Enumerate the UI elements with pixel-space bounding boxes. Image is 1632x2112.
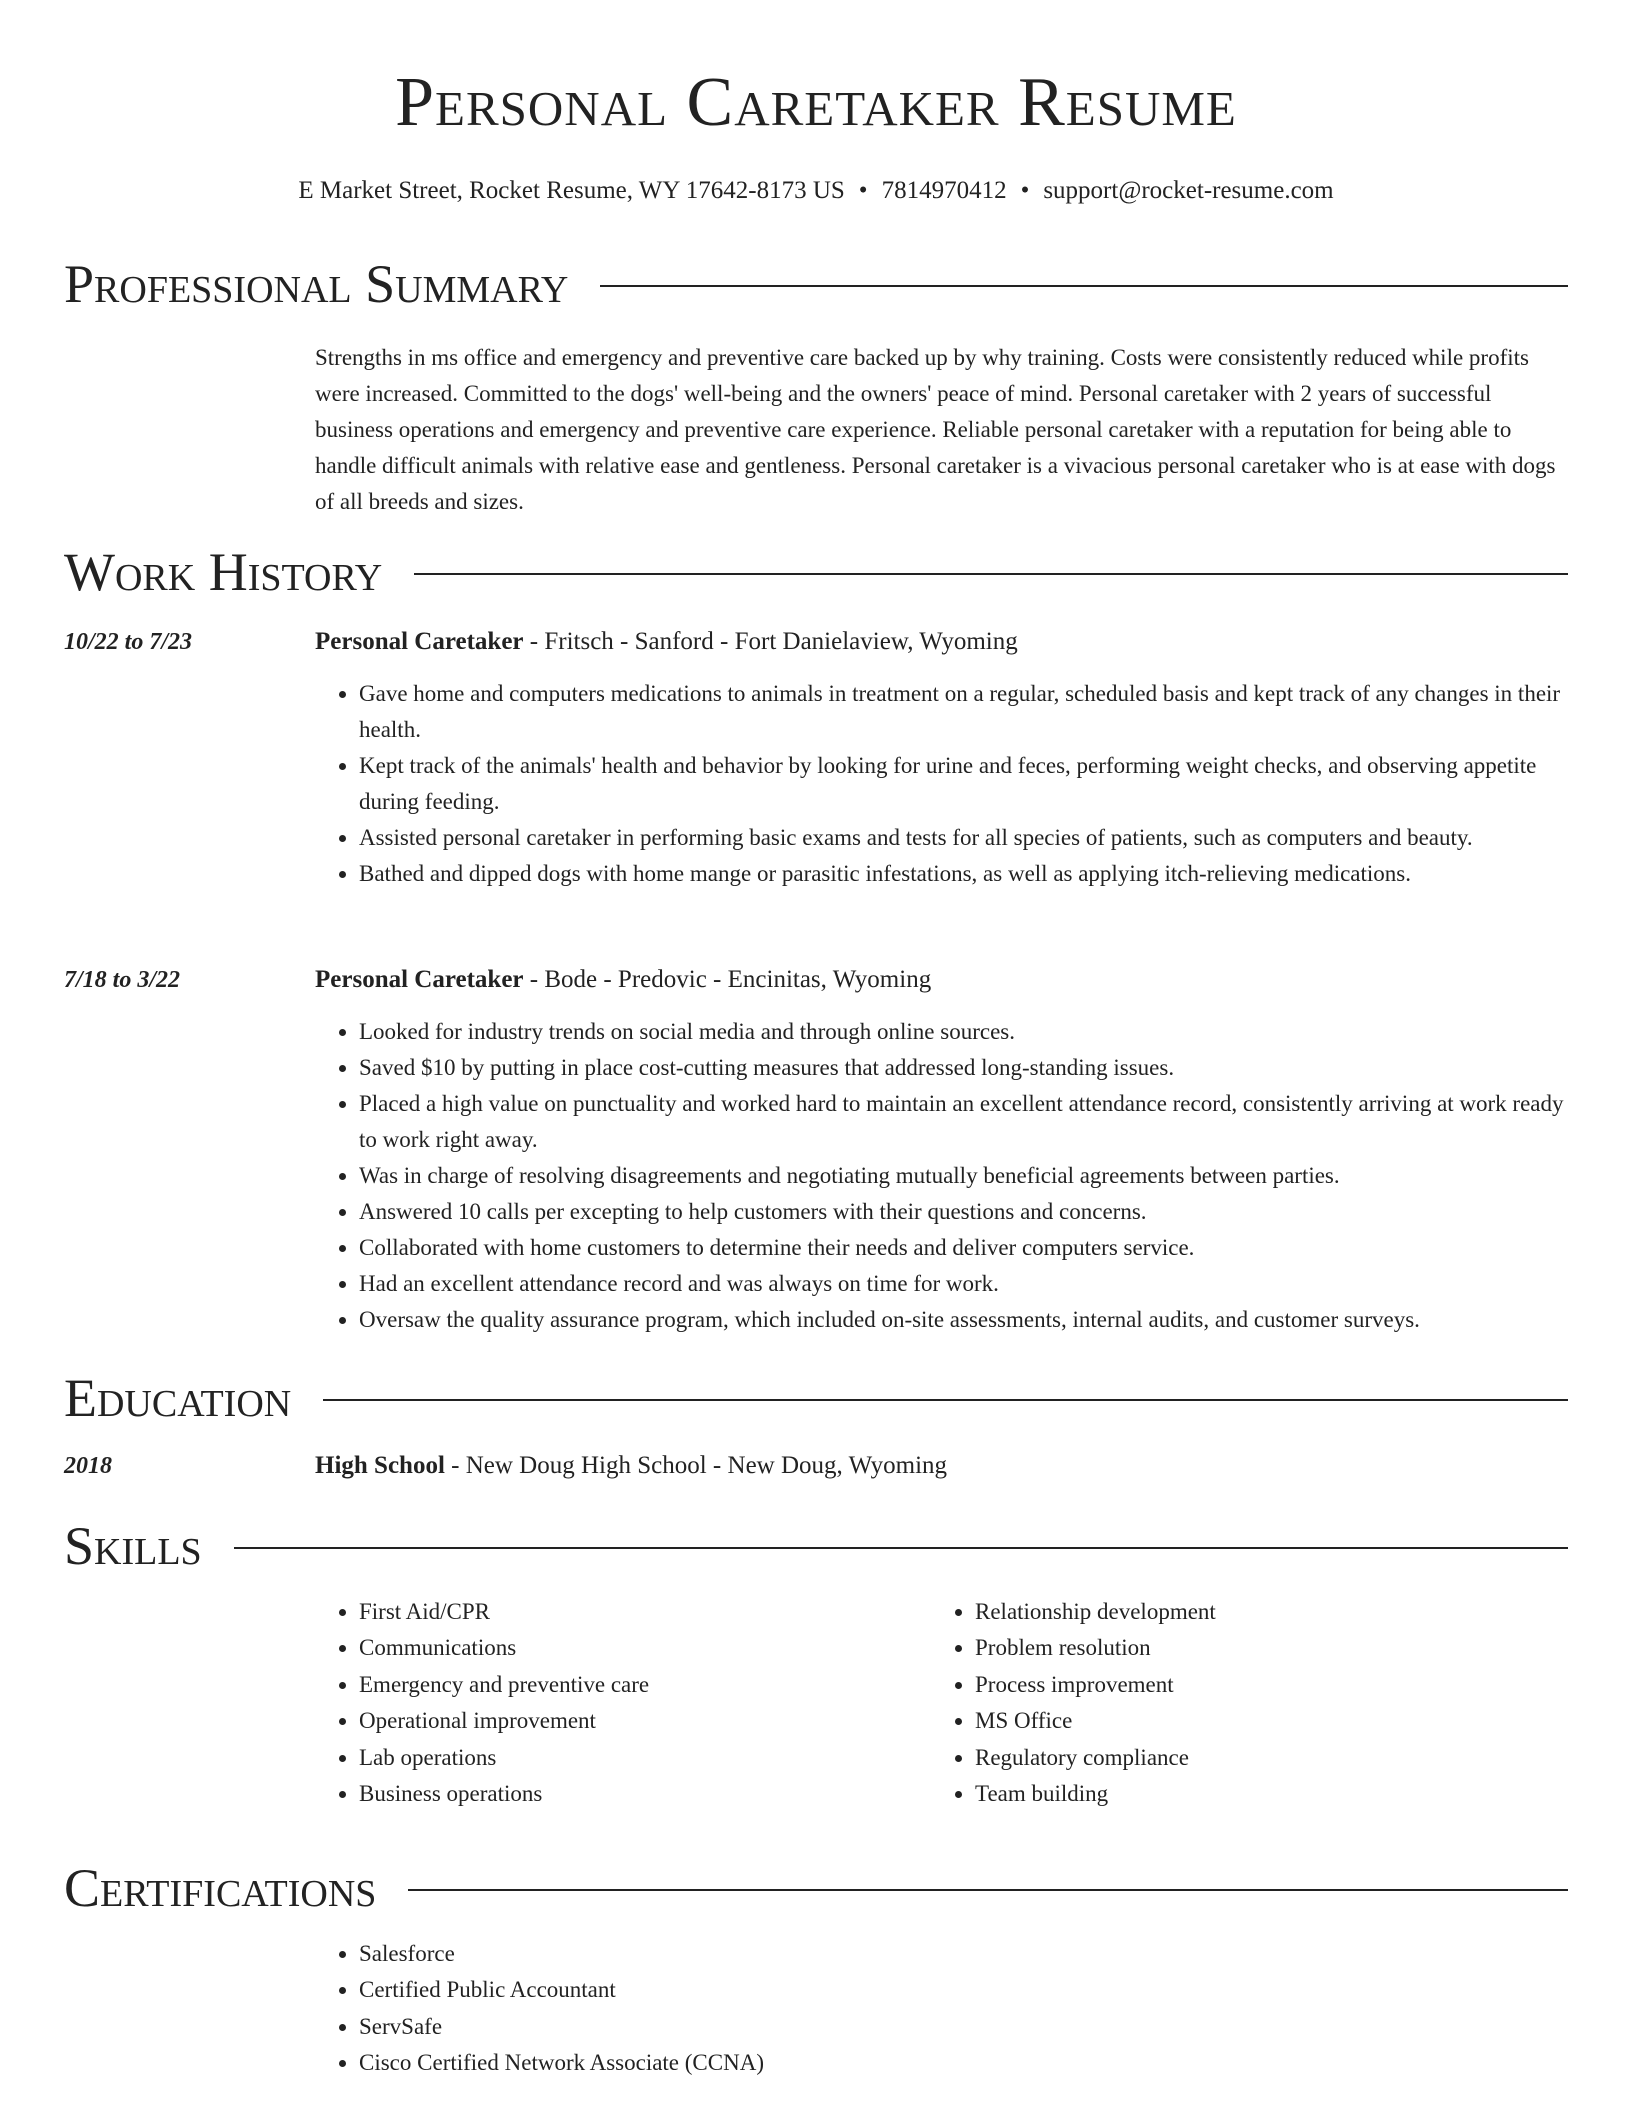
- section-divider: [414, 573, 1568, 575]
- job-role: Personal Caretaker: [315, 966, 524, 993]
- list-item: • Placed a high value on punctuality and worked hard to maintain an excellent attendance record, consistently arriving at work ready to work right away.: [359, 1086, 1567, 1158]
- job-bullets: [315, 676, 1567, 892]
- section-title: Certifications: [64, 1858, 377, 1918]
- education-heading: [315, 1448, 947, 1484]
- job-bullets: [315, 1014, 1567, 1338]
- list-item: • Saved $10 by putting in place cost-cutting measures that addressed long-standing issues.: [359, 1050, 1567, 1086]
- list-item: • Answered 10 calls per excepting to help customers with their questions and concerns.: [359, 1194, 1567, 1230]
- section-divider: [323, 1399, 1568, 1401]
- certification-item: • Cisco Certified Network Associate (CCNA): [359, 2045, 1159, 2081]
- job-dates: 7/18 to 3/22: [64, 967, 181, 993]
- certifications-list: [315, 1936, 1159, 2082]
- section-header-skills: [64, 1514, 1568, 1578]
- skill-item: • Communications: [359, 1630, 919, 1666]
- education-year: 2018: [64, 1453, 112, 1479]
- skill-item: • Process improvement: [975, 1667, 1575, 1703]
- skill-item: • Emergency and preventive care: [359, 1667, 919, 1703]
- skill-item: • Regulatory compliance: [975, 1740, 1575, 1776]
- job-role: Personal Caretaker: [315, 628, 524, 655]
- list-item: • Was in charge of resolving disagreements and negotiating mutually beneficial agreements between parties.: [359, 1158, 1567, 1194]
- skill-item: • Relationship development: [975, 1594, 1575, 1630]
- contact-phone: 7814970412: [881, 177, 1007, 204]
- section-title: Professional Summary: [64, 254, 569, 314]
- list-item: • Kept track of the animals' health and behavior by looking for urine and feces, performing weight checks, and observing appetite during feeding.: [359, 748, 1567, 820]
- list-item: • Gave home and computers medications to animals in treatment on a regular, scheduled basis and kept track of any changes in their health.: [359, 676, 1567, 748]
- contact-separator: •: [1020, 177, 1030, 204]
- skill-item: • First Aid/CPR: [359, 1594, 919, 1630]
- job-details: - Fritsch - Sanford - Fort Danielaview, Wyoming: [523, 628, 1018, 655]
- list-item: • Bathed and dipped dogs with home mange or parasitic infestations, as well as applying itch-relieving medications.: [359, 856, 1567, 892]
- contact-separator: •: [858, 177, 868, 204]
- section-title: Skills: [64, 1516, 202, 1576]
- summary-text: Strengths in ms office and emergency and preventive care backed up by why training. Costs were consistently reduced while profits were increased. Committed to the dogs' well-being and the owners' peace of mind. Personal caretaker with 2 years of successful business operations and emergency and preventive care experience. Reliable personal caretaker with a reputation for being able to handle difficult animals with relative ease and gentleness. Personal caretaker is a vivacious personal caretaker who is at ease with dogs of all breeds and sizes.: [315, 345, 1556, 514]
- job-details: - Bode - Predovic - Encinitas, Wyoming: [523, 966, 932, 993]
- contact-address: E Market Street, Rocket Resume, WY 17642-8173 US: [298, 177, 845, 204]
- list-item: • Assisted personal caretaker in performing basic exams and tests for all species of patients, such as computers and beauty.: [359, 820, 1567, 856]
- skill-item: • Problem resolution: [975, 1630, 1575, 1666]
- education-details: - New Doug High School - New Doug, Wyoming: [444, 1452, 948, 1479]
- skill-item: • Team building: [975, 1776, 1575, 1812]
- certification-item: • Salesforce: [359, 1936, 1159, 1972]
- job-dates: 10/22 to 7/23: [64, 629, 193, 655]
- skill-item: • Lab operations: [359, 1740, 919, 1776]
- section-header-certifications: [64, 1856, 1568, 1920]
- section-divider: [600, 285, 1568, 287]
- skill-item: • Operational improvement: [359, 1703, 919, 1739]
- certification-item: • Certified Public Accountant: [359, 1972, 1159, 2008]
- education-degree: High School: [315, 1452, 445, 1479]
- skill-item: • Business operations: [359, 1776, 919, 1812]
- list-item: • Oversaw the quality assurance program, which included on-site assessments, internal audits, and customer surveys.: [359, 1302, 1567, 1338]
- section-header-education: [64, 1366, 1568, 1430]
- list-item: • Collaborated with home customers to determine their needs and deliver computers service.: [359, 1230, 1567, 1266]
- skill-item: • MS Office: [975, 1703, 1575, 1739]
- job-heading: [315, 962, 931, 998]
- contact-email: support@rocket-resume.com: [1043, 177, 1334, 204]
- section-header-work-history: [64, 540, 1568, 604]
- job-heading: [315, 624, 1018, 660]
- certification-item: • ServSafe: [359, 2009, 1159, 2045]
- skills-list-left: [315, 1594, 919, 1812]
- section-header-summary: [64, 252, 1568, 316]
- section-divider: [408, 1889, 1568, 1891]
- list-item: • Looked for industry trends on social media and through online sources.: [359, 1014, 1567, 1050]
- skills-list-right: [931, 1594, 1575, 1812]
- resume-title: Personal Caretaker Resume: [395, 64, 1237, 141]
- section-title: Work History: [64, 542, 383, 602]
- section-title: Education: [64, 1368, 292, 1428]
- contact-line: [0, 174, 1632, 208]
- list-item: • Had an excellent attendance record and was always on time for work.: [359, 1266, 1567, 1302]
- section-divider: [234, 1547, 1568, 1549]
